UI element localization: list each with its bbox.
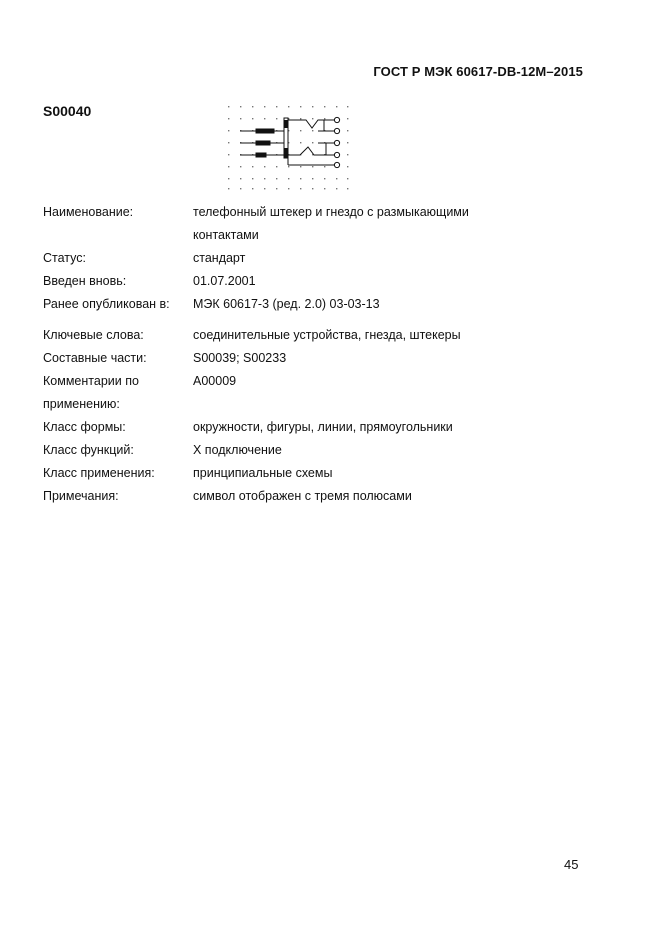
field-value: стандарт [193,251,246,265]
field-value: символ отображен с тремя полюсами [193,489,412,503]
field-label: Наименование: [43,205,134,219]
field-value: принципиальные схемы [193,466,333,480]
field-value: 01.07.2001 [193,274,256,288]
plug-lines [240,129,284,157]
field-label: Ключевые слова: [43,328,144,342]
field-label: Класс формы: [43,420,126,434]
field-label [43,370,193,416]
field-value: МЭК 60617-3 (ред. 2.0) 03-03-13 [193,297,380,311]
break-contacts [288,120,334,165]
field-label: Класс функций: [43,443,134,457]
jack-body [284,118,288,158]
field-row-application-notes [43,370,603,416]
field-row-function-class [43,439,603,462]
field-row-name [43,201,603,247]
field-row-status [43,247,603,270]
field-value-line: контактами [193,228,259,242]
field-value: соединительные устройства, гнезда, штекеры [193,328,461,342]
field-row-previously-published [43,293,603,316]
telephone-plug-jack-icon [222,100,356,196]
field-value [193,201,603,247]
field-row-application-class [43,462,603,485]
field-row-components [43,347,603,370]
field-label-line: Комментарии по [43,374,139,388]
section-gap [43,316,603,324]
field-row-notes [43,485,603,508]
page-number: 45 [564,857,579,872]
symbol-attributes [43,201,603,508]
field-value: окружности, фигуры, линии, прямоугольники [193,420,453,434]
field-label-line: применению: [43,397,120,411]
terminal-circles [334,117,339,167]
document-header-title: ГОСТ Р МЭК 60617-DB-12M–2015 [373,64,583,79]
field-label: Ранее опубликован в: [43,297,170,311]
field-row-shape-class [43,416,603,439]
field-label: Составные части: [43,351,147,365]
field-row-introduced [43,270,603,293]
field-value: A00009 [193,374,237,388]
field-value: S00039; S00233 [193,351,287,365]
symbol-code: S00040 [43,103,92,119]
field-label: Статус: [43,251,86,265]
field-label: Введен вновь: [43,274,127,288]
field-value: X подключение [193,443,282,457]
field-label: Класс применения: [43,466,155,480]
field-row-keywords [43,324,603,347]
field-value-line: телефонный штекер и гнездо с размыкающими [193,205,469,219]
field-label: Примечания: [43,489,119,503]
